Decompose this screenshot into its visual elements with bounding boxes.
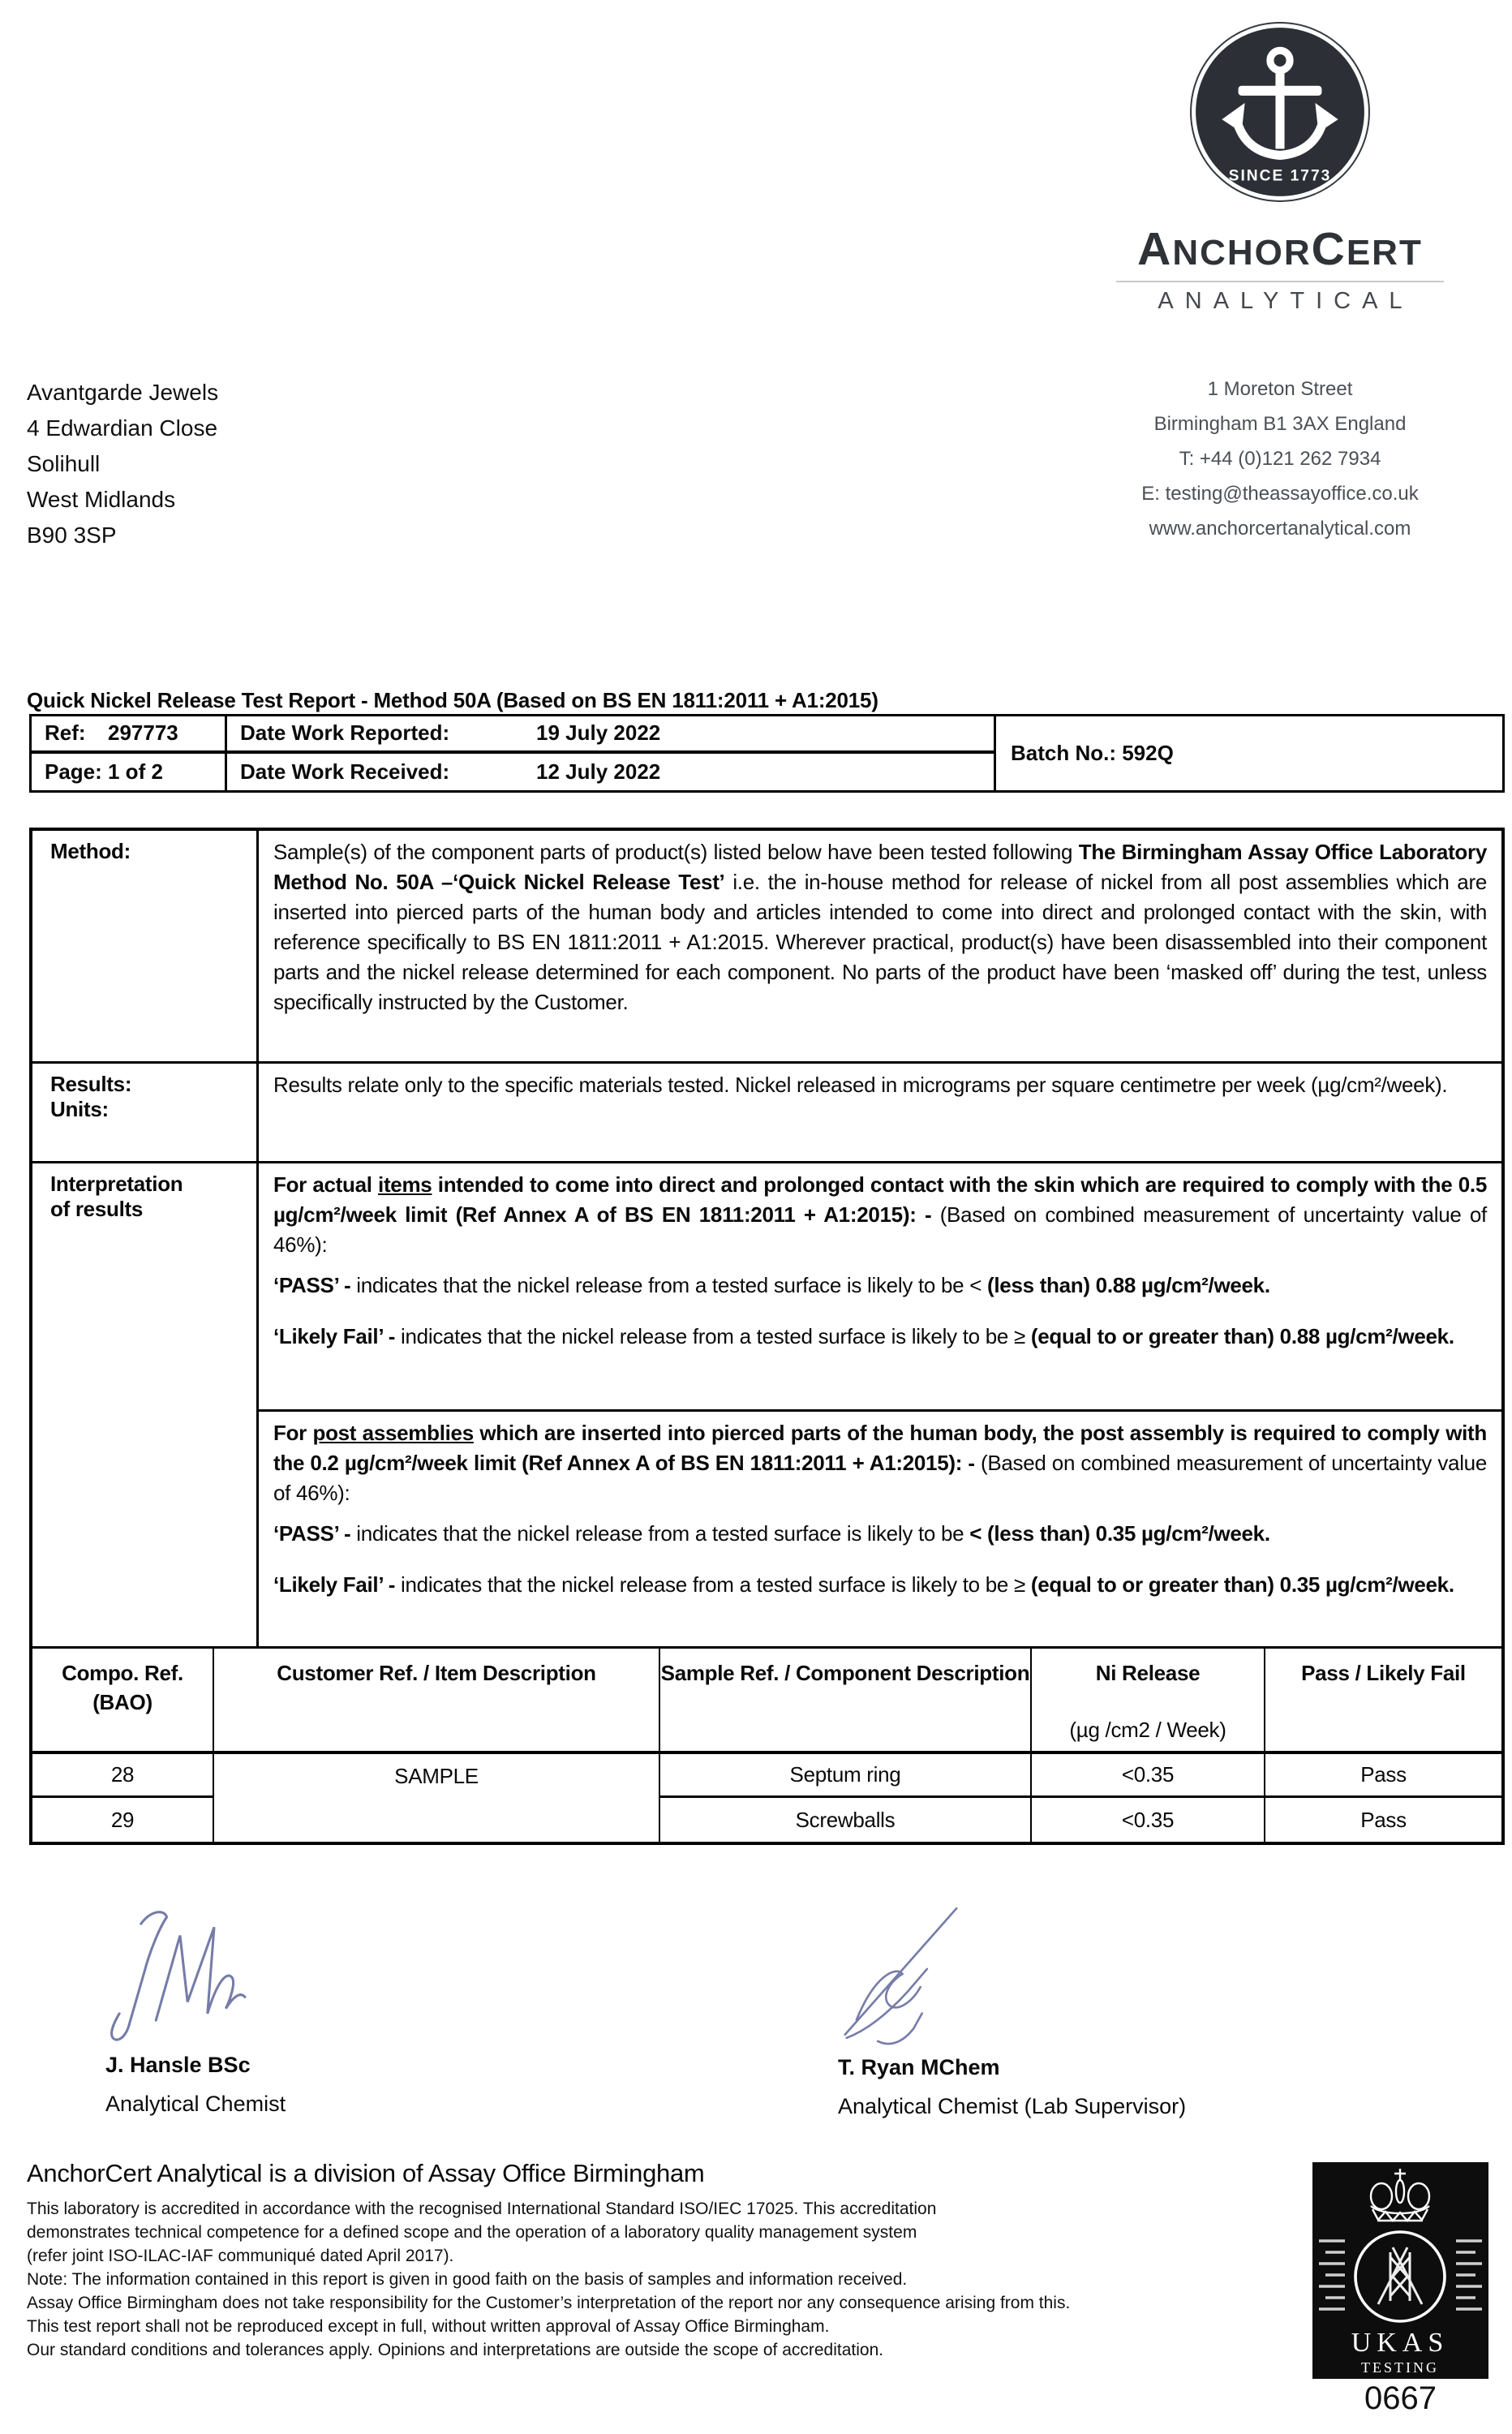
- customer-address-line: West Midlands: [27, 487, 176, 512]
- post-assemblies-intro: For post assemblies which are inserted into pierced parts of the human body, the post assembly is required to comply with the 0.2 µg/cm²/week limit (Ref Annex A of BS EN 1811:2011 + A1:2015): - (Based on combined measurement of uncertainty value of 46%):: [273, 1421, 1488, 1505]
- svg-text:UKAS: UKAS: [1351, 2328, 1450, 2358]
- actual-items-section: [259, 1163, 1501, 1412]
- post-assemblies-section: [259, 1412, 1501, 1600]
- table-cell-ni: <0.35: [1032, 1798, 1265, 1842]
- actual-items-intro: For actual items intended to come into direct and prolonged contact with the skin which are required to comply with the 0.5 µg/cm²/week limit (Ref Annex A of BS EN 1811:2011 + A1:2015): - (Based on combined measurement of uncertainty value of 46%):: [273, 1172, 1487, 1257]
- small-print-line: This test report shall not be reproduced except in full, without written approval of Assay Office Birmingham.: [27, 2317, 830, 2336]
- table-cell-ni: <0.35: [1032, 1754, 1265, 1798]
- method-row: [32, 831, 1501, 1064]
- small-print-line: Note: The information contained in this report is given in good faith on the basis of samples and information received.: [27, 2270, 908, 2289]
- signer-right-role: Analytical Chemist (Lab Supervisor): [838, 2094, 1187, 2118]
- small-print-line: (refer joint ISO-ILAC-IAF communiqué dated April 2017).: [27, 2247, 454, 2265]
- date-reported-cell: [227, 716, 996, 754]
- interpretation-row: [32, 1163, 1501, 1649]
- customer-address-line: B90 3SP: [27, 522, 117, 548]
- ref-cell: [32, 716, 227, 754]
- results-row: [32, 1064, 1501, 1163]
- wordmark-text: ANCHORCERT: [1137, 223, 1423, 275]
- footer-small-print: [27, 2197, 1070, 2362]
- svg-text:SINCE 1773: SINCE 1773: [1228, 167, 1332, 185]
- anchor-logo-icon: [1186, 18, 1374, 206]
- lab-email: E: testing@theassayoffice.co.uk: [1141, 483, 1419, 505]
- post-assemblies-pass-definition: ‘PASS’ - indicates that the nickel release from a tested surface is likely to be < (less than) 0.35 µg/cm²/week.: [273, 1521, 1270, 1546]
- report-title: Quick Nickel Release Test Report - Method 50A (Based on BS EN 1811:2011 + A1:2015): [27, 688, 878, 712]
- column-header-ni-release: Ni Release (µg /cm2 / Week): [1032, 1649, 1265, 1754]
- anchorcert-wordmark: [1110, 222, 1450, 315]
- batch-number: Batch No.: 592Q: [1011, 741, 1174, 765]
- customer-address: [27, 375, 218, 553]
- actual-items-pass-definition: ‘PASS’ - indicates that the nickel release from a tested surface is likely to be < (less than) 0.88 µg/cm²/week.: [273, 1273, 1270, 1297]
- page-cell: [32, 754, 227, 791]
- signer-left-role: Analytical Chemist: [105, 2092, 286, 2116]
- table-cell-sample: Septum ring: [660, 1754, 1032, 1798]
- small-print-line: Our standard conditions and tolerances apply. Opinions and interpretations are outside the scope of accreditation.: [27, 2341, 884, 2359]
- interpretation-label: Interpretation of results: [32, 1163, 259, 1646]
- lab-phone: T: +44 (0)121 262 7934: [1179, 448, 1381, 470]
- reference-table: [29, 714, 1505, 793]
- customer-address-line: Solihull: [27, 451, 101, 476]
- signer-left-name: J. Hansle BSc: [105, 2053, 251, 2077]
- ukas-testing-logo-icon: [1312, 2162, 1488, 2383]
- column-header-pass-fail: Pass / Likely Fail: [1265, 1649, 1501, 1754]
- page-value: 1 of 2: [108, 759, 163, 784]
- results-text: Results relate only to the specific materials tested. Nickel released in micrograms per square centimetre per week (µg/cm²/week).: [273, 1073, 1448, 1097]
- report-body-table: [29, 828, 1505, 1845]
- table-cell-compo: 29: [32, 1798, 214, 1842]
- table-cell-customer: SAMPLE: [214, 1754, 660, 1842]
- date-reported-value: 19 July 2022: [536, 720, 661, 746]
- wordmark-divider: [1116, 281, 1444, 282]
- division-statement: AnchorCert Analytical is a division of Assay Office Birmingham: [27, 2159, 705, 2187]
- date-received-label: Date Work Received:: [240, 759, 450, 784]
- table-cell-sample: Screwballs: [660, 1798, 1032, 1842]
- ref-label: Ref:: [45, 720, 86, 746]
- date-reported-label: Date Work Reported:: [240, 720, 450, 746]
- column-header-customer: Customer Ref. / Item Description: [214, 1649, 660, 1754]
- lab-address-line: 1 Moreton Street: [1207, 378, 1353, 400]
- post-assemblies-fail-definition: ‘Likely Fail’ - indicates that the nickel release from a tested surface is likely to be ≥ (equal to or greater than) 0.35 µg/cm²/week.: [273, 1572, 1454, 1597]
- signature-right-icon: [834, 1897, 976, 2053]
- table-cell-result: Pass: [1265, 1754, 1501, 1798]
- page-label: Page:: [45, 759, 102, 784]
- lab-contact-block: [1110, 372, 1450, 546]
- lab-website: www.anchorcertanalytical.com: [1149, 518, 1411, 540]
- signer-right-name: T. Ryan MChem: [838, 2055, 1000, 2079]
- small-print-line: Assay Office Birmingham does not take responsibility for the Customer’s interpretation of the report nor any consequence arising from this.: [27, 2294, 1071, 2312]
- customer-address-line: Avantgarde Jewels: [27, 380, 219, 405]
- small-print-line: This laboratory is accredited in accordance with the recognised International Standard ISO/IEC 17025. This accreditation: [27, 2200, 937, 2218]
- small-print-line: demonstrates technical competence for a defined scope and the operation of a laboratory quality management system: [27, 2223, 917, 2242]
- table-cell-result: Pass: [1360, 1807, 1407, 1832]
- results-table: [32, 1649, 1501, 1842]
- customer-address-line: 4 Edwardian Close: [27, 415, 218, 441]
- table-cell-compo: 28: [32, 1754, 214, 1798]
- svg-text:TESTING: TESTING: [1361, 2359, 1439, 2376]
- column-header-compo: Compo. Ref. (BAO): [32, 1649, 214, 1754]
- lab-address-line: Birmingham B1 3AX England: [1153, 413, 1407, 435]
- column-header-sample: Sample Ref. / Component Description: [660, 1649, 1032, 1754]
- date-received-cell: [227, 754, 996, 791]
- ukas-accreditation-number: 0667: [1364, 2380, 1437, 2416]
- method-text: Sample(s) of the component parts of product(s) listed below have been tested following The Birmingham Assay Office Laboratory Method No. 50A –‘Quick Nickel Release Test’ i.e. the in-house method for release of nickel from all post assemblies which are inserted into pierced parts of the human body and articles intended to come into direct and prolonged contact with the skin, with reference specifically to BS EN 1811:2011 + A1:2015. Wherever practical, product(s) have been disassembled into their component parts and the nickel release determined for each component. No parts of the product have been ‘masked off’ during the test, unless specifically instructed by the Customer.: [273, 840, 1487, 1014]
- actual-items-fail-definition: ‘Likely Fail’ - indicates that the nickel release from a tested surface is likely to be ≥ (equal to or greater than) 0.88 µg/cm²/week.: [273, 1324, 1454, 1348]
- wordmark-subtitle: ANALYTICAL: [1158, 288, 1414, 314]
- interpretation-content: [259, 1163, 1501, 1646]
- ref-value: 297773: [108, 720, 178, 746]
- signature-left-icon: [81, 1892, 247, 2046]
- results-units-label: Results: Units:: [32, 1064, 259, 1161]
- method-label: Method:: [32, 831, 259, 1061]
- date-received-value: 12 July 2022: [536, 759, 661, 784]
